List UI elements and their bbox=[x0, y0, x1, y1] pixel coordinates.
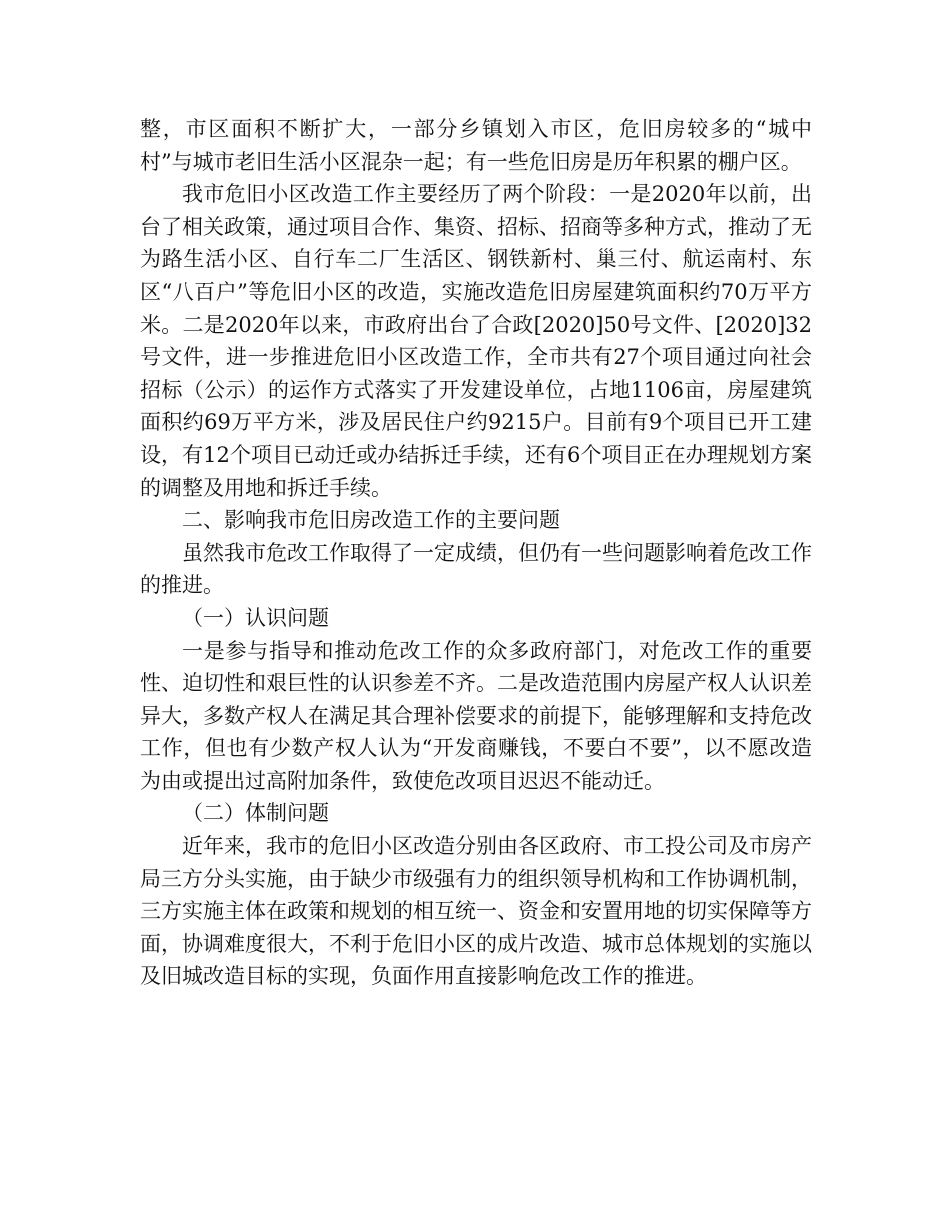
paragraph-continuation: 整，市区面积不断扩大，一部分乡镇划入市区，危旧房较多的“城中村”与城市老旧生活小区混杂一起；有一些危旧房是历年积累的棚户区。 bbox=[140, 117, 812, 174]
document-page bbox=[140, 113, 812, 993]
subheading-system: （二）体制问题 bbox=[182, 801, 329, 826]
section-heading-main-problems: 二、影响我市危旧房改造工作的主要问题 bbox=[182, 508, 560, 533]
paragraph-awareness: 一是参与指导和推动危改工作的众多政府部门，对危改工作的重要性、迫切性和艰巨性的认识参差不齐。二是改造范围内房屋产权人认识差异大，多数产权人在满足其合理补偿要求的前提下，能够理解和支持危改工作，但也有少数产权人认为“开发商赚钱，不要白不要”，以不愿改造为由或提出过高附加条件，致使危改项目迟迟不能动迁。 bbox=[140, 638, 812, 793]
paragraph-stages: 我市危旧小区改造工作主要经历了两个阶段：一是2020年以前，出台了相关政策，通过项目合作、集资、招标、招商等多种方式，推动了无为路生活小区、自行车二厂生活区、钢铁新村、巢三付、航运南村、东区“八百户”等危旧小区的改造，实施改造危旧房屋建筑面积约70万平方米。二是2020年以来，市政府出台了合政[2020]50号文件、[2020]32号文件，进一步推进危旧小区改造工作，全市共有27个项目通过向社会招标（公示）的运作方式落实了开发建设单位，占地1106亩，房屋建筑面积约69万平方米，涉及居民住户约9215户。目前有9个项目已开工建设，有12个项目已动迁或办结拆迁手续，还有6个项目正在办理规划方案的调整及用地和拆迁手续。 bbox=[140, 182, 812, 500]
paragraph-intro-problems: 虽然我市危改工作取得了一定成绩，但仍有一些问题影响着危改工作的推进。 bbox=[140, 540, 812, 598]
paragraph-system: 近年来，我市的危旧小区改造分别由各区政府、市工投公司及市房产局三方分头实施，由于缺少市级强有力的组织领导机构和工作协调机制，三方实施主体在政策和规划的相互统一、资金和安置用地的切实保障等方面，协调难度很大，不利于危旧小区的成片改造、城市总体规划的实施以及旧城改造目标的实现，负面作用直接影响危改工作的推进。 bbox=[140, 834, 812, 989]
subheading-awareness: （一）认识问题 bbox=[182, 605, 329, 630]
